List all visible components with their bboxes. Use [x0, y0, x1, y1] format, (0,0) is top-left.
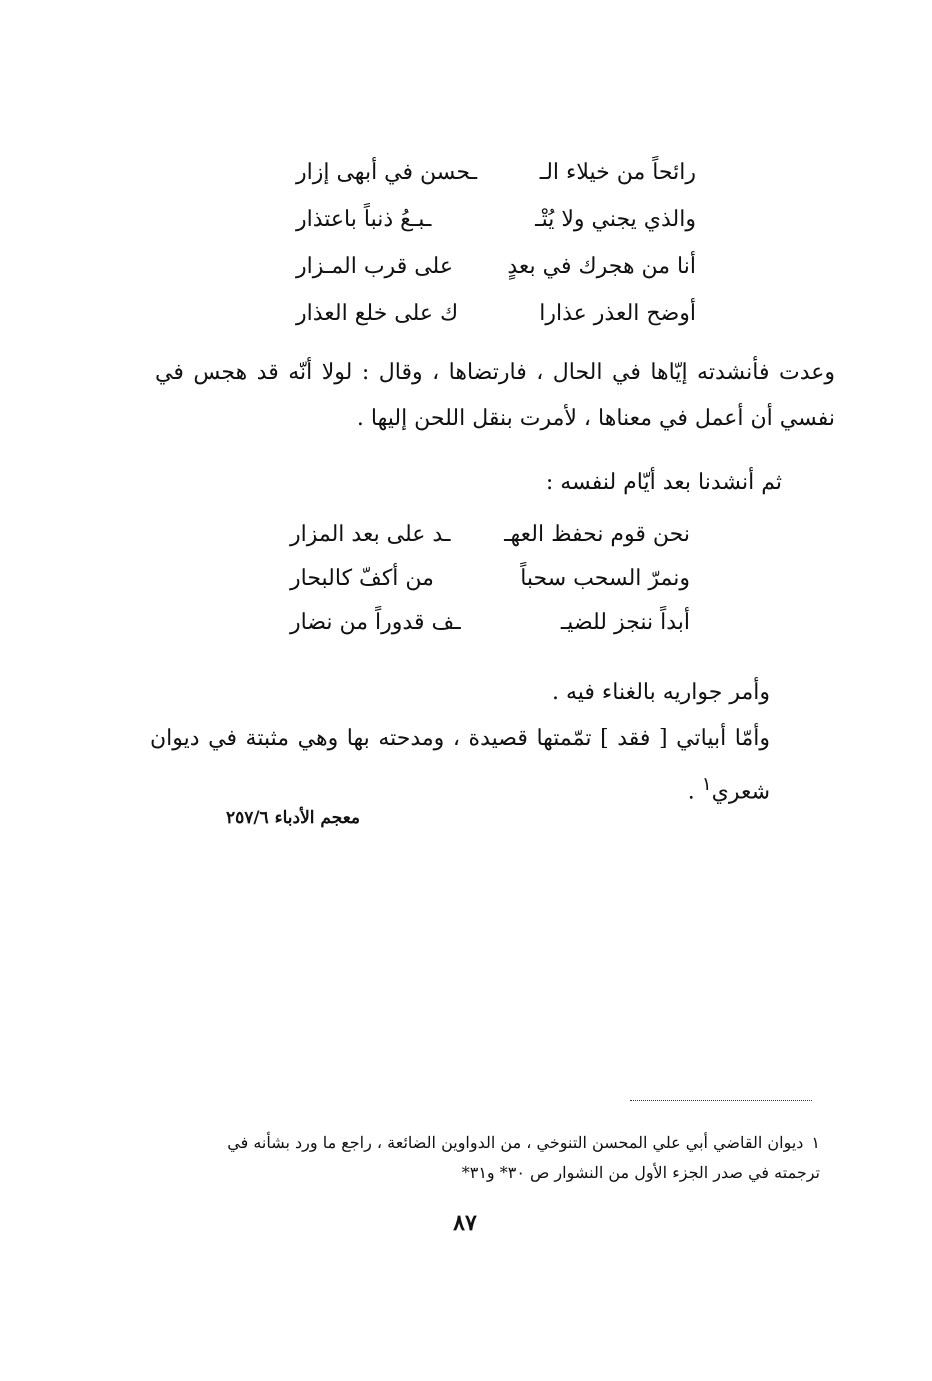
- verse-second-hemistich: من أكفّ كالبحار: [290, 566, 434, 591]
- footnote-divider: [630, 1100, 812, 1101]
- prose-end: .: [687, 779, 702, 805]
- verse-first-hemistich: أوضح العذر عذارا: [539, 301, 696, 326]
- verse-3: [296, 252, 696, 299]
- prose-line: [150, 716, 830, 815]
- poem-block-1: [296, 158, 696, 346]
- verse-first-hemistich: ونمرّ السحب سحباً: [520, 566, 690, 591]
- verse-2: [290, 564, 690, 608]
- verse-second-hemistich: ـحسن في أبهى إزار: [296, 160, 478, 185]
- verse-1: [296, 158, 696, 205]
- verse-second-hemistich: ـد على بعد المزار: [290, 522, 451, 547]
- footnote-marker: ١: [701, 774, 712, 795]
- poem-block-2: [290, 520, 690, 652]
- footnote-text: ديوان القاضي أبي علي المحسن التنوخي ، من الدواوين الضائعة ، راجع ما ورد بشأنه في: [227, 1133, 804, 1152]
- verse-first-hemistich: رائحاً من خيلاء الـ: [539, 160, 696, 185]
- footnote-line: [140, 1128, 820, 1158]
- prose-line: وأمر جواريه بالغناء فيه .: [551, 680, 770, 705]
- prose-paragraph-1: وعدت فأنشدته إيّاها في الحال ، فارتضاها ، وقال : لولا أنّه قد هجس في نفسي أن أعمل في معناها ، لأمرت بنقل اللحن إليها .: [155, 360, 835, 431]
- footnote-number: ١: [811, 1133, 820, 1152]
- verse-4: [296, 299, 696, 346]
- verse-1: [290, 520, 690, 564]
- verse-second-hemistich: ـبـعُ ذنباً باعتذار: [296, 207, 432, 232]
- verse-second-hemistich: ـف قدوراً من نضار: [290, 610, 461, 635]
- verse-3: [290, 608, 690, 652]
- verse-first-hemistich: نحن قوم نحفظ العهـ: [504, 522, 690, 547]
- source-citation: معجم الأدباء ٢٥٧/٦: [225, 808, 360, 828]
- footnote: [140, 1128, 820, 1188]
- prose-paragraph-3: [150, 670, 830, 815]
- verse-first-hemistich: أبداً ننجز للضيـ: [560, 610, 690, 635]
- prose-paragraph-2: ثم أنشدنا بعد أيّام لنفسه :: [545, 470, 782, 495]
- prose-text: وأمّا أبياتي [ فقد ] تمّمتها قصيدة ، ومدحته بها وهي مثبتة في ديوان شعري: [150, 726, 770, 805]
- verse-first-hemistich: أنا من هجرك في بعدٍ: [507, 254, 696, 279]
- verse-second-hemistich: ك على خلع العذار: [296, 301, 459, 326]
- page-number: ٨٧: [453, 1210, 477, 1236]
- verse-2: [296, 205, 696, 252]
- verse-second-hemistich: على قرب المـزار: [296, 254, 453, 279]
- footnote-line: ترجمته في صدر الجزء الأول من النشوار ص ٣٠* و٣١*: [461, 1163, 820, 1182]
- verse-first-hemistich: والذي يجني ولا يُتْـ: [535, 207, 696, 232]
